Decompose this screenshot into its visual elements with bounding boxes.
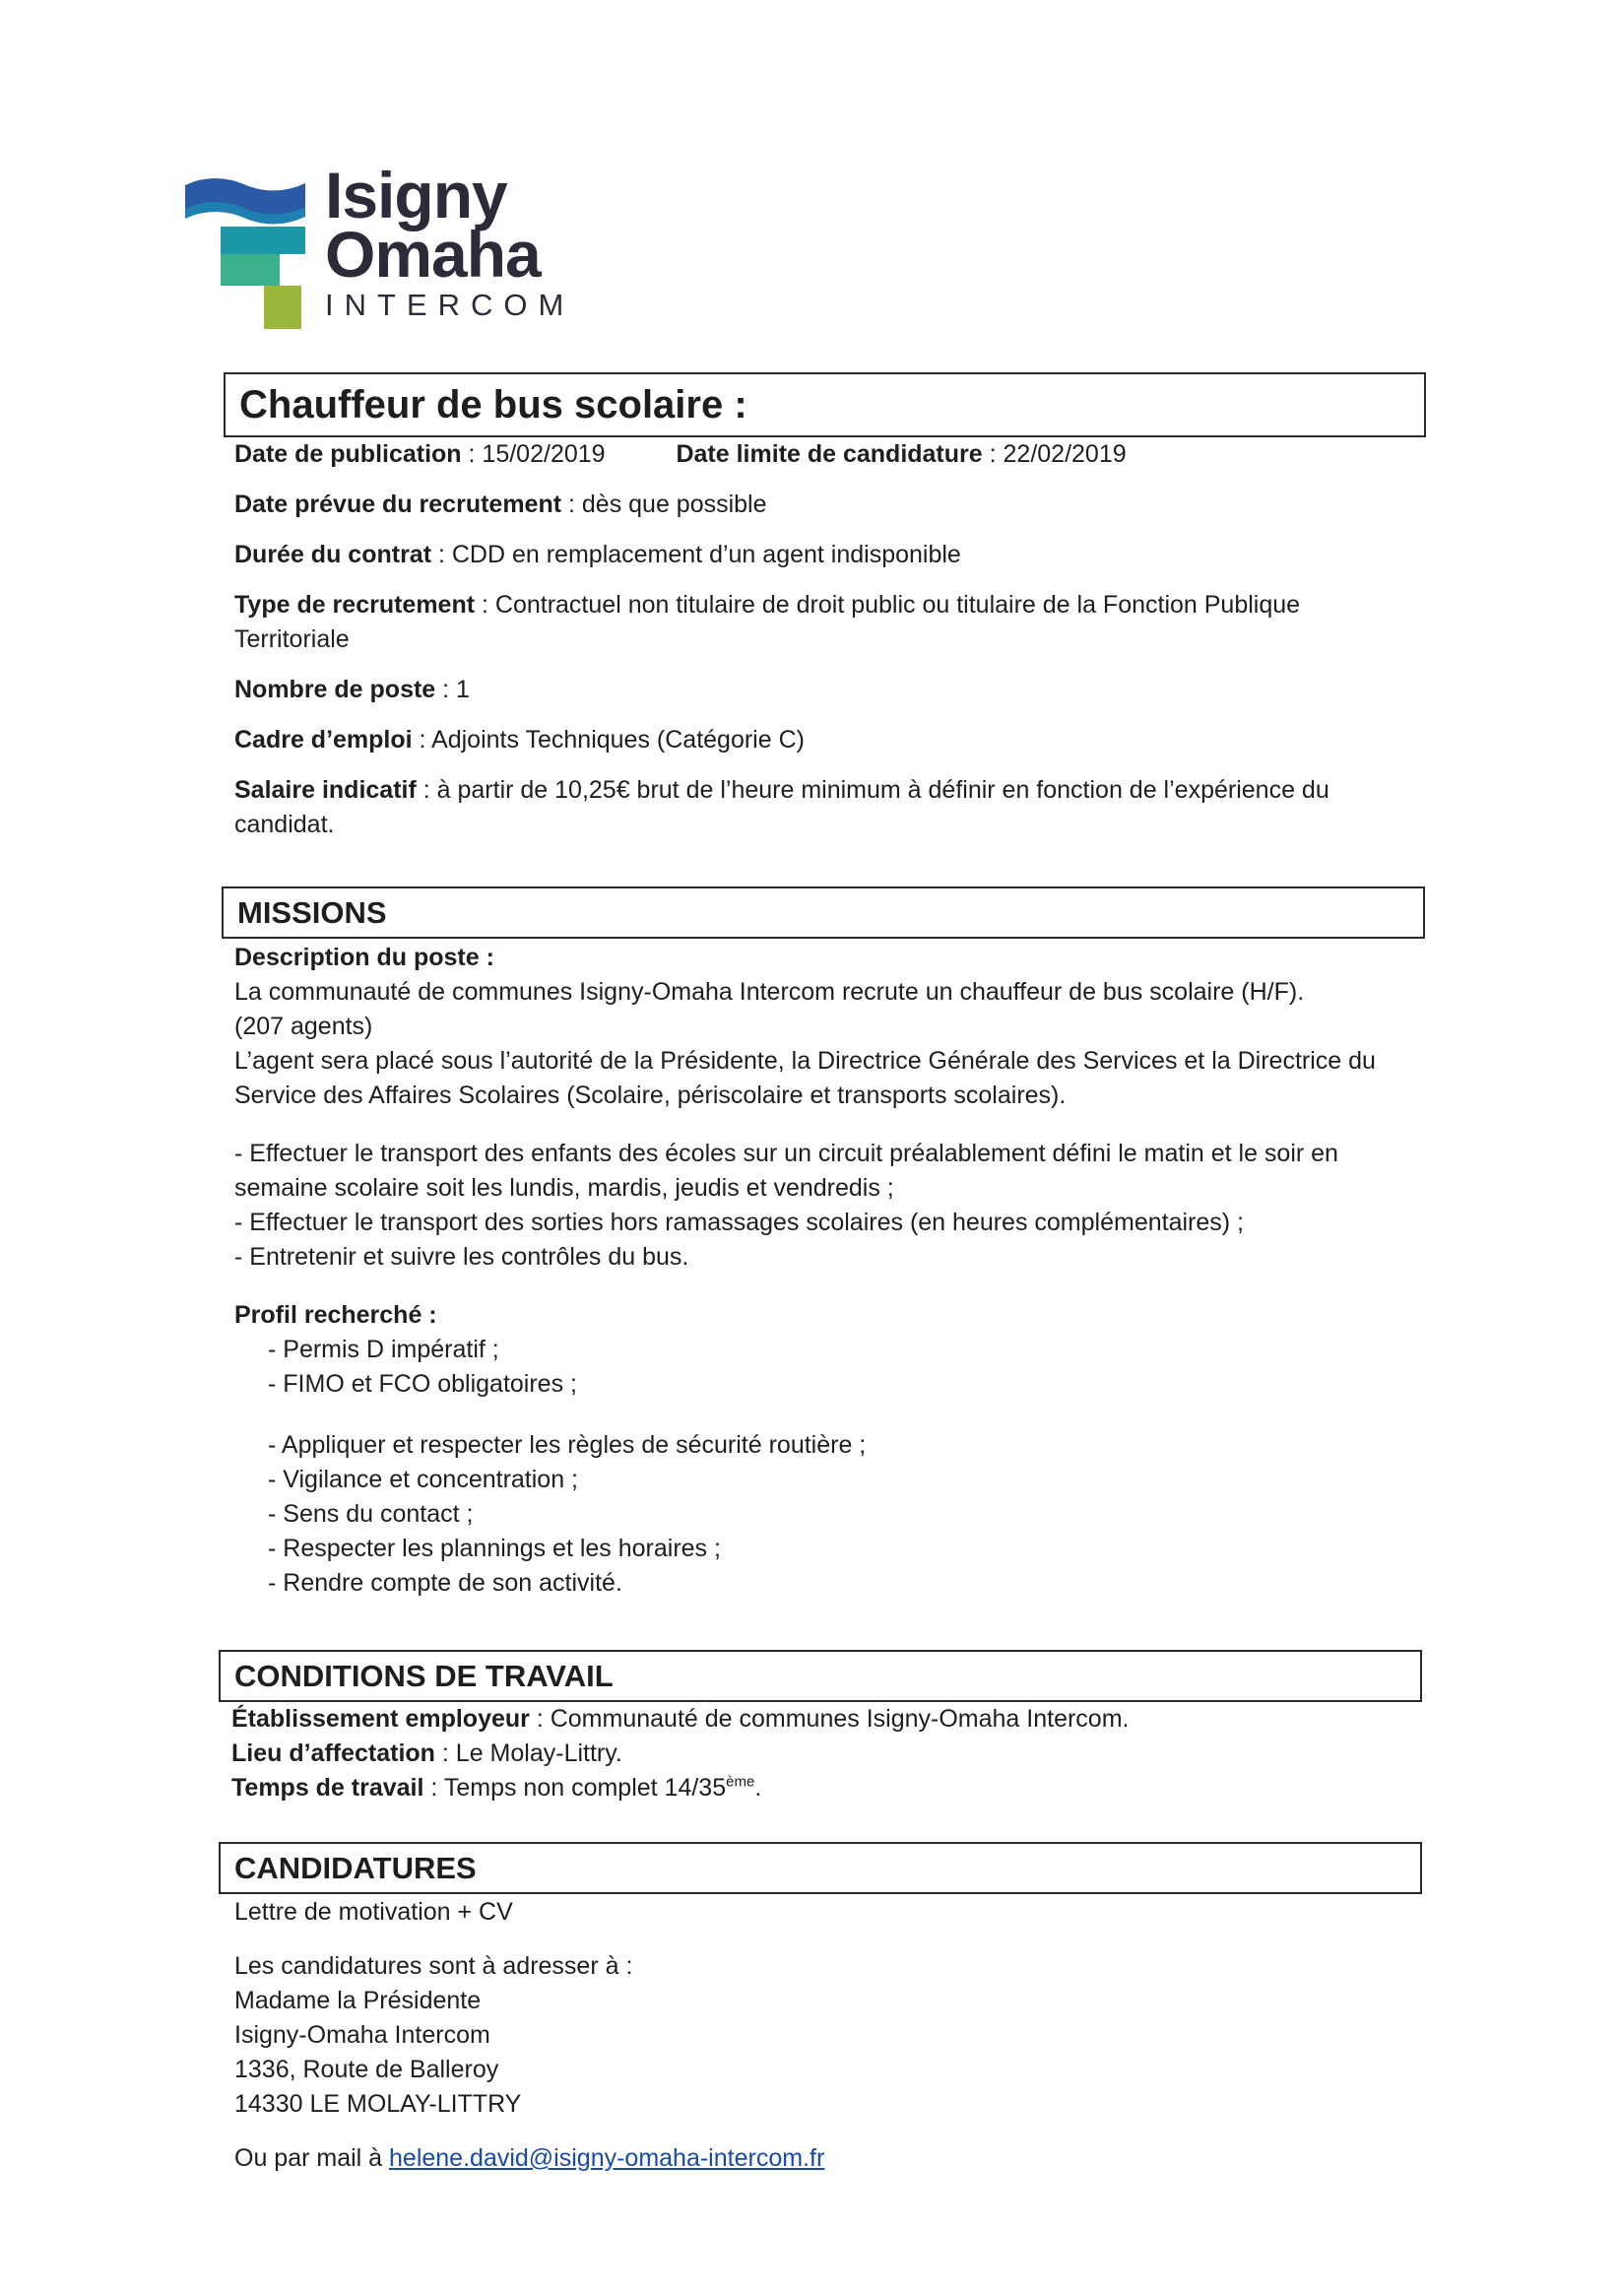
- salary-label: Salaire indicatif: [234, 776, 417, 804]
- recruit-value: : dès que possible: [561, 491, 767, 518]
- pub-label: Date de publication: [234, 440, 462, 468]
- application-docs: Lettre de motivation + CV: [234, 1898, 513, 1926]
- conditions-heading: CONDITIONS DE TRAVAIL: [219, 1650, 1422, 1702]
- type-line: [234, 588, 1416, 657]
- time-label: Temps de travail: [231, 1774, 424, 1802]
- profile-item: - Vigilance et concentration ;: [268, 1466, 579, 1493]
- type-label: Type de recrutement: [234, 591, 476, 619]
- missions-heading: MISSIONS: [222, 886, 1425, 939]
- employer-value: : Communauté de communes Isigny-Omaha Intercom.: [529, 1705, 1130, 1733]
- profile-item: - Rendre compte de son activité.: [268, 1569, 622, 1597]
- email-link[interactable]: helene.david@isigny-omaha-intercom.fr: [389, 2144, 825, 2172]
- task-item: - Entretenir et suivre les contrôles du bus.: [234, 1243, 689, 1271]
- logo-line-1: Isigny: [325, 159, 507, 231]
- job-title: Chauffeur de bus scolaire :: [224, 372, 1426, 437]
- job-summary: [234, 437, 1416, 842]
- dates-line: [234, 437, 1416, 472]
- address-line: 1336, Route de Balleroy: [234, 2056, 499, 2083]
- address-line: Madame la Présidente: [234, 1987, 482, 2014]
- address-line: Isigny-Omaha Intercom: [234, 2021, 490, 2049]
- limit-value: : 22/02/2019: [982, 440, 1127, 468]
- duration-value: : CDD en remplacement d’un agent indisponible: [431, 541, 961, 568]
- employer-line: [231, 1702, 1413, 1737]
- profile-item: - Permis D impératif ;: [268, 1336, 499, 1363]
- type-value: : Contractuel non titulaire de droit public ou titulaire de la Fonction Publique Territoriale: [234, 591, 1301, 653]
- description-line-2: (207 agents): [234, 1013, 373, 1040]
- missions-section: [234, 941, 1416, 1601]
- profile-item: - Appliquer et respecter les règles de sécurité routière ;: [268, 1431, 867, 1459]
- cadre-line: [234, 723, 1416, 757]
- cadre-label: Cadre d’emploi: [234, 726, 413, 754]
- salary-value: : à partir de 10,25€ brut de l’heure minimum à définir en fonction de l’expérience du candidat.: [234, 776, 1329, 838]
- place-value: : Le Molay-Littry.: [434, 1739, 622, 1767]
- address-line: Les candidatures sont à adresser à :: [234, 1952, 633, 1980]
- time-line: [231, 1771, 1413, 1805]
- time-end: .: [754, 1774, 762, 1802]
- recruit-line: [234, 488, 1416, 522]
- logo-line-3: INTERCOM: [325, 288, 575, 322]
- limit-label: Date limite de candidature: [676, 440, 983, 468]
- mail-line: [234, 2141, 1416, 2176]
- time-superscript: ème: [726, 1773, 755, 1791]
- description-line-3: L’agent sera placé sous l’autorité de la Présidente, la Directrice Générale des Services et la Directrice du Service des Affaires Scolaires (Scolaire, périscolaire et transports scolaires).: [234, 1047, 1376, 1109]
- place-label: Lieu d’affectation: [231, 1739, 435, 1767]
- address-line: 14330 LE MOLAY-LITTRY: [234, 2090, 522, 2118]
- profile-item: - FIMO et FCO obligatoires ;: [268, 1370, 577, 1398]
- intercom-logo: [185, 159, 609, 333]
- count-value: : 1: [435, 676, 470, 703]
- logo-mark-icon: [185, 171, 313, 337]
- description-label: Description du poste :: [234, 944, 494, 971]
- task-item: - Effectuer le transport des sorties hors ramassages scolaires (en heures complémentaires) ;: [234, 1209, 1244, 1236]
- duration-label: Durée du contrat: [234, 541, 432, 568]
- profile-item: - Respecter les plannings et les horaires ;: [268, 1535, 721, 1562]
- profile-label: Profil recherché :: [234, 1301, 437, 1329]
- profile-item: - Sens du contact ;: [268, 1500, 474, 1528]
- time-value: : Temps non complet 14/35: [423, 1774, 727, 1802]
- cadre-value: : Adjoints Techniques (Catégorie C): [412, 726, 805, 754]
- description-line-1: La communauté de communes Isigny-Omaha Intercom recrute un chauffeur de bus scolaire (H/F).: [234, 978, 1305, 1006]
- logo-wordmark: [325, 159, 575, 325]
- count-line: [234, 673, 1416, 707]
- duration-line: [234, 538, 1416, 572]
- applications-heading: CANDIDATURES: [219, 1842, 1422, 1894]
- place-line: [231, 1737, 1413, 1771]
- conditions-section: [231, 1702, 1413, 1805]
- mail-prefix: Ou par mail à: [234, 2144, 390, 2172]
- recruit-label: Date prévue du recrutement: [234, 491, 562, 518]
- task-item: - Effectuer le transport des enfants des écoles sur un circuit préalablement défini le matin et le soir en semaine scolaire soit les lundis, mardis, jeudis et vendredis ;: [234, 1140, 1338, 1202]
- count-label: Nombre de poste: [234, 676, 436, 703]
- pub-value: : 15/02/2019: [461, 440, 606, 468]
- salary-line: [234, 773, 1416, 842]
- applications-section: [234, 1895, 1416, 2176]
- employer-label: Établissement employeur: [231, 1705, 530, 1733]
- logo-line-2: Omaha: [325, 218, 541, 291]
